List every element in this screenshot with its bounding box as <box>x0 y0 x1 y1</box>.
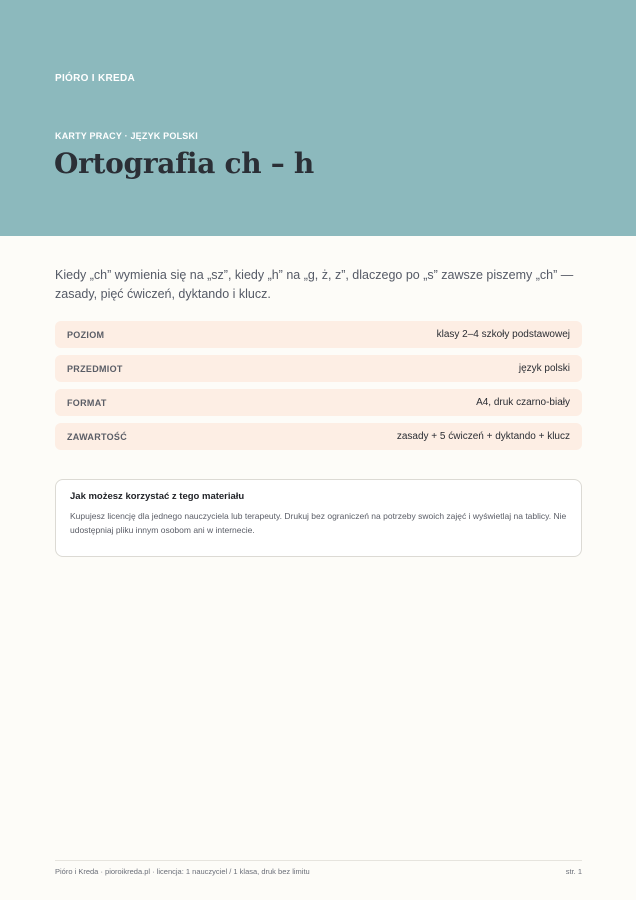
category-eyebrow: KARTY PRACY · JĘZYK POLSKI <box>55 131 198 141</box>
meta-key: POZIOM <box>67 329 105 340</box>
license-card-title: Jak możesz korzystać z tego materiału <box>70 491 245 502</box>
brand-name: PIÓRO I KREDA <box>55 73 136 84</box>
meta-key: PRZEDMIOT <box>67 363 123 374</box>
hero-banner <box>0 0 636 236</box>
meta-value: klasy 2–4 szkoły podstawowej <box>436 329 570 340</box>
intro-paragraph: Kiedy „ch” wymienia się na „sz”, kiedy „h” na „g, ż, z”, dlaczego po „s” zawsze piszemy „ch” — zasady, pięć ćwiczeń, dyktando i klucz. <box>55 268 574 301</box>
meta-value: język polski <box>518 363 570 374</box>
meta-row-contents <box>55 423 582 450</box>
license-card-text: Kupujesz licencję dla jednego nauczyciela lub terapeuty. Drukuj bez ograniczeń na potrzeby swoich zajęć i wyświetlaj na tablicy. Nie udostępniaj pliku innym osobom ani w internecie. <box>70 511 567 535</box>
meta-value: zasady + 5 ćwiczeń + dyktando + klucz <box>396 431 570 442</box>
license-card <box>55 479 582 557</box>
meta-row-subject <box>55 355 582 382</box>
meta-row-format <box>55 389 582 416</box>
footer-info: Pióro i Kreda · pioroikreda.pl · licencja: 1 nauczyciel / 1 klasa, druk bez limitu <box>55 867 310 876</box>
page-footer <box>55 860 582 876</box>
page-number: str. 1 <box>565 867 582 876</box>
meta-row-level <box>55 321 582 348</box>
meta-table <box>55 321 582 457</box>
meta-value: A4, druk czarno-biały <box>476 397 570 408</box>
page-title: Ortografia ch – h <box>54 147 314 180</box>
meta-key: ZAWARTOŚĆ <box>67 431 128 442</box>
meta-key: FORMAT <box>67 397 107 408</box>
